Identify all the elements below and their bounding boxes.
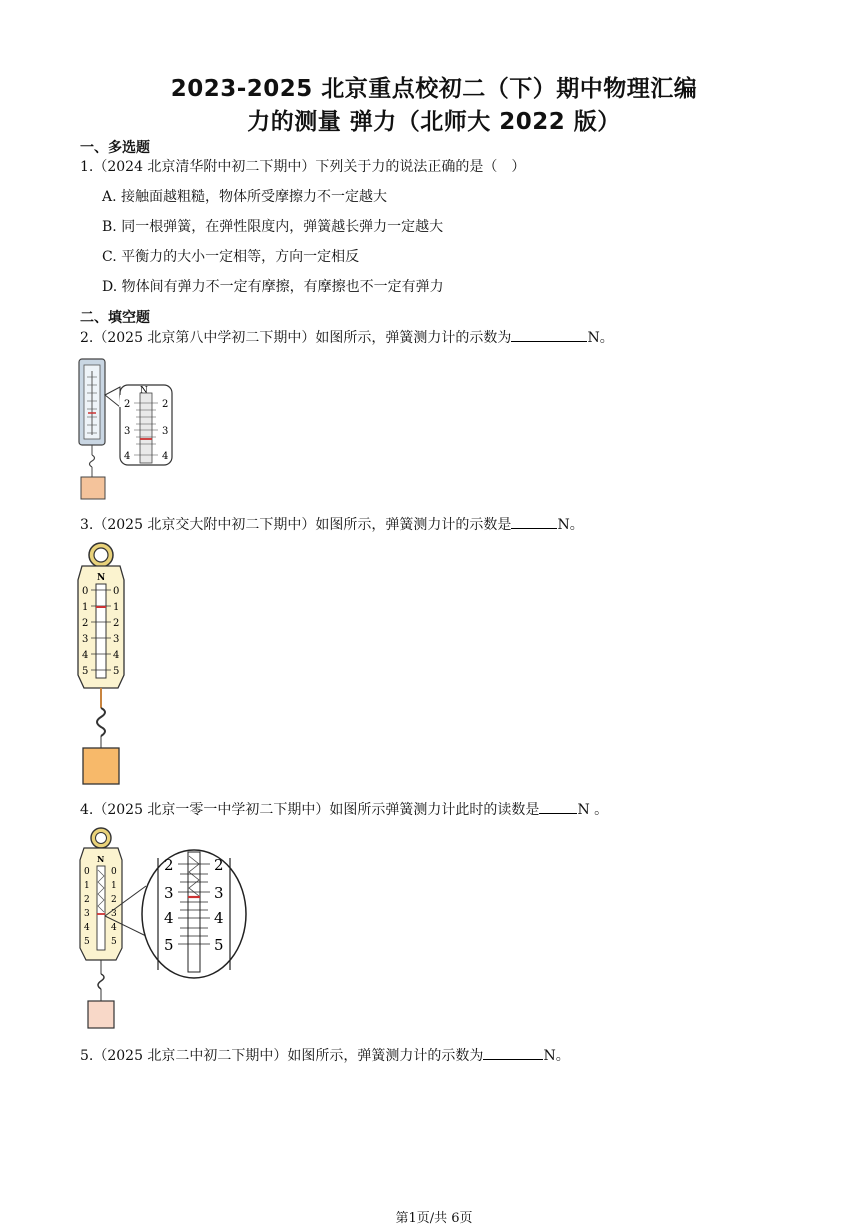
tick-label: 3 xyxy=(124,426,131,437)
tick-label: 4 xyxy=(214,909,224,927)
tick-label: 3 xyxy=(214,884,224,902)
tick-label: 4 xyxy=(113,650,120,661)
answer-blank[interactable] xyxy=(483,1045,543,1060)
figure-2-spring-scale xyxy=(76,355,186,503)
tick-label: 3 xyxy=(84,909,90,919)
tick-label: 4 xyxy=(111,923,117,933)
tick-label: 4 xyxy=(84,923,90,933)
tick-label: 5 xyxy=(164,936,174,954)
question-5 xyxy=(80,1045,570,1065)
tick-label: 3 xyxy=(162,426,169,437)
tick-label: 4 xyxy=(164,909,174,927)
figure-3-spring-scale xyxy=(74,540,134,790)
tick-label: 5 xyxy=(111,937,117,947)
tick-label: 0 xyxy=(82,586,89,597)
tick-label: 3 xyxy=(113,634,120,645)
question-5-unit: N。 xyxy=(543,1048,570,1064)
scale-unit-label: N xyxy=(97,573,106,583)
tick-label: 2 xyxy=(164,856,174,874)
section-heading-multiple-choice: 一、多选题 xyxy=(80,140,150,156)
tick-label: 5 xyxy=(84,937,90,947)
tick-label: 3 xyxy=(82,634,89,645)
question-3-unit: N。 xyxy=(557,517,584,533)
tick-label: 3 xyxy=(111,909,117,919)
tick-label: 2 xyxy=(111,895,117,905)
answer-blank[interactable] xyxy=(511,327,587,342)
tick-label: 5 xyxy=(214,936,224,954)
question-1-option-b: B. 同一根弹簧，在弹性限度内，弹簧越长弹力一定越大 xyxy=(102,219,444,235)
tick-label: 0 xyxy=(111,867,117,877)
question-2 xyxy=(80,327,614,347)
document-title-line1: 2023-2025 北京重点校初二（下）期中物理汇编 xyxy=(170,76,698,102)
tick-label: 5 xyxy=(82,666,89,677)
tick-label: 1 xyxy=(111,881,117,891)
tick-label: 1 xyxy=(84,881,90,891)
question-3 xyxy=(80,514,584,534)
question-4-stem: 4.（2025 北京一零一中学初二下期中）如图所示弹簧测力计此时的读数是 xyxy=(80,802,540,818)
page-footer: 第1页/共 6页 xyxy=(395,1211,473,1226)
tick-label: 5 xyxy=(113,666,120,677)
tick-label: 1 xyxy=(82,602,89,613)
question-1-stem: 1.（2024 北京清华附中初二下期中）下列关于力的说法正确的是（ ） xyxy=(80,159,526,175)
tick-label: 2 xyxy=(162,399,169,410)
tick-label: 3 xyxy=(164,884,174,902)
tick-label: 4 xyxy=(82,650,89,661)
question-4-unit: N 。 xyxy=(577,802,609,818)
question-1-option-d: D. 物体间有弹力不一定有摩擦，有摩擦也不一定有弹力 xyxy=(102,279,444,295)
tick-label: 2 xyxy=(113,618,120,629)
section-heading-fill-in: 二、填空题 xyxy=(80,310,150,326)
tick-label: 4 xyxy=(162,451,169,462)
tick-label: 2 xyxy=(124,399,131,410)
document-title-line2: 力的测量 弹力（北师大 2022 版） xyxy=(247,109,621,135)
tick-label: 0 xyxy=(84,867,90,877)
scale-unit-label: N xyxy=(97,854,105,864)
tick-label: 4 xyxy=(124,451,131,462)
question-3-stem: 3.（2025 北京交大附中初二下期中）如图所示，弹簧测力计的示数是 xyxy=(80,517,512,533)
answer-blank[interactable] xyxy=(511,514,557,529)
tick-label: 2 xyxy=(214,856,224,874)
question-1-option-a: A. 接触面越粗糙，物体所受摩擦力不一定越大 xyxy=(102,189,388,205)
scale-unit-label: N xyxy=(140,386,148,396)
question-4 xyxy=(80,799,608,819)
figure-4-spring-scale xyxy=(76,826,252,1032)
answer-blank[interactable] xyxy=(539,799,577,814)
tick-label: 2 xyxy=(84,895,90,905)
question-1-option-c: C. 平衡力的大小一定相等，方向一定相反 xyxy=(102,249,360,265)
question-2-stem: 2.（2025 北京第八中学初二下期中）如图所示，弹簧测力计的示数为 xyxy=(80,330,512,346)
tick-label: 2 xyxy=(82,618,89,629)
tick-label: 1 xyxy=(113,602,120,613)
question-2-unit: N。 xyxy=(587,330,614,346)
tick-label: 0 xyxy=(113,586,120,597)
question-5-stem: 5.（2025 北京二中初二下期中）如图所示，弹簧测力计的示数为 xyxy=(80,1048,484,1064)
